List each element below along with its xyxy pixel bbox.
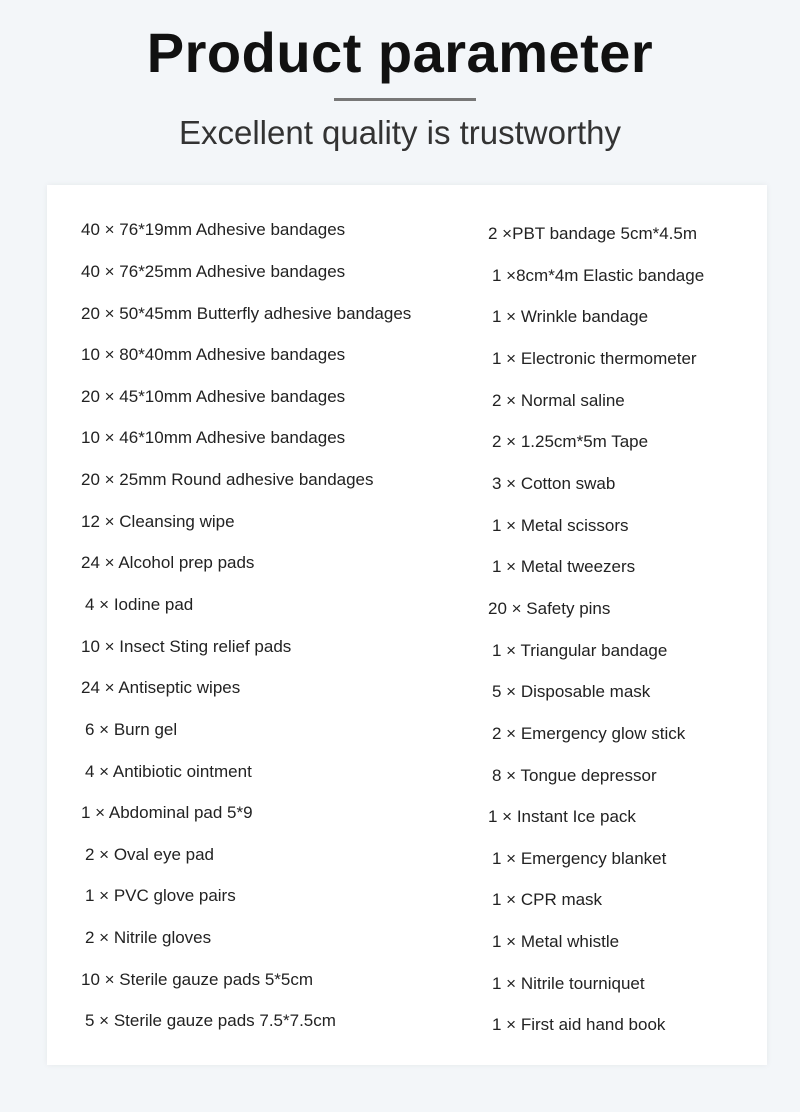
list-item: 1 × Instant Ice pack bbox=[488, 807, 636, 826]
list-item: 10 × Insect Sting relief pads bbox=[81, 637, 292, 656]
list-item: 2 × Emergency glow stick bbox=[492, 724, 686, 743]
list-item: 2 × Nitrile gloves bbox=[85, 928, 212, 947]
list-item: 3 × Cotton swab bbox=[492, 474, 616, 493]
list-item: 1 × Triangular bandage bbox=[492, 641, 668, 660]
list-item: 20 × 45*10mm Adhesive bandages bbox=[81, 387, 346, 406]
page-subtitle: Excellent quality is trustworthy bbox=[178, 114, 621, 151]
list-item: 12 × Cleansing wipe bbox=[81, 512, 235, 531]
list-item: 1 × Nitrile tourniquet bbox=[492, 974, 645, 993]
list-item: 1 × Metal tweezers bbox=[492, 557, 636, 576]
list-item: 2 × Normal saline bbox=[492, 391, 625, 410]
list-item: 10 × 80*40mm Adhesive bandages bbox=[81, 345, 346, 364]
list-item: 1 × CPR mask bbox=[492, 890, 603, 909]
list-item: 2 ×PBT bandage 5cm*4.5m bbox=[488, 224, 698, 243]
list-item: 40 × 76*25mm Adhesive bandages bbox=[81, 262, 346, 281]
list-item: 2 × 1.25cm*5m Tape bbox=[492, 432, 649, 451]
list-item: 24 × Antiseptic wipes bbox=[81, 678, 241, 697]
list-item: 1 × First aid hand book bbox=[492, 1015, 666, 1034]
list-item: 20 × 50*45mm Butterfly adhesive bandages bbox=[81, 304, 412, 323]
list-item: 1 × Metal scissors bbox=[492, 516, 629, 535]
list-item: 40 × 76*19mm Adhesive bandages bbox=[81, 220, 346, 239]
page-title: Product parameter bbox=[146, 21, 654, 84]
list-item: 1 × Emergency blanket bbox=[492, 849, 667, 868]
list-item: 1 ×8cm*4m Elastic bandage bbox=[492, 266, 705, 285]
list-item: 4 × Antibiotic ointment bbox=[85, 762, 252, 781]
list-item: 20 × 25mm Round adhesive bandages bbox=[81, 470, 374, 489]
list-item: 10 × 46*10mm Adhesive bandages bbox=[81, 428, 346, 447]
list-item: 1 × Metal whistle bbox=[492, 932, 620, 951]
title-divider bbox=[334, 98, 476, 101]
list-item: 24 × Alcohol prep pads bbox=[81, 553, 255, 572]
list-item: 1 × Wrinkle bandage bbox=[492, 307, 649, 326]
list-item: 1 × Electronic thermometer bbox=[492, 349, 697, 368]
parameter-list-card bbox=[47, 185, 767, 1065]
list-item: 8 × Tongue depressor bbox=[492, 766, 657, 785]
list-item: 20 × Safety pins bbox=[488, 599, 611, 618]
list-item: 5 × Sterile gauze pads 7.5*7.5cm bbox=[85, 1011, 336, 1030]
list-item: 4 × Iodine pad bbox=[85, 595, 194, 614]
list-item: 1 × PVC glove pairs bbox=[85, 886, 236, 905]
list-item: 6 × Burn gel bbox=[85, 720, 178, 739]
list-item: 5 × Disposable mask bbox=[492, 682, 651, 701]
list-item: 10 × Sterile gauze pads 5*5cm bbox=[81, 970, 314, 989]
list-item: 2 × Oval eye pad bbox=[85, 845, 215, 864]
list-item: 1 × Abdominal pad 5*9 bbox=[81, 803, 253, 822]
